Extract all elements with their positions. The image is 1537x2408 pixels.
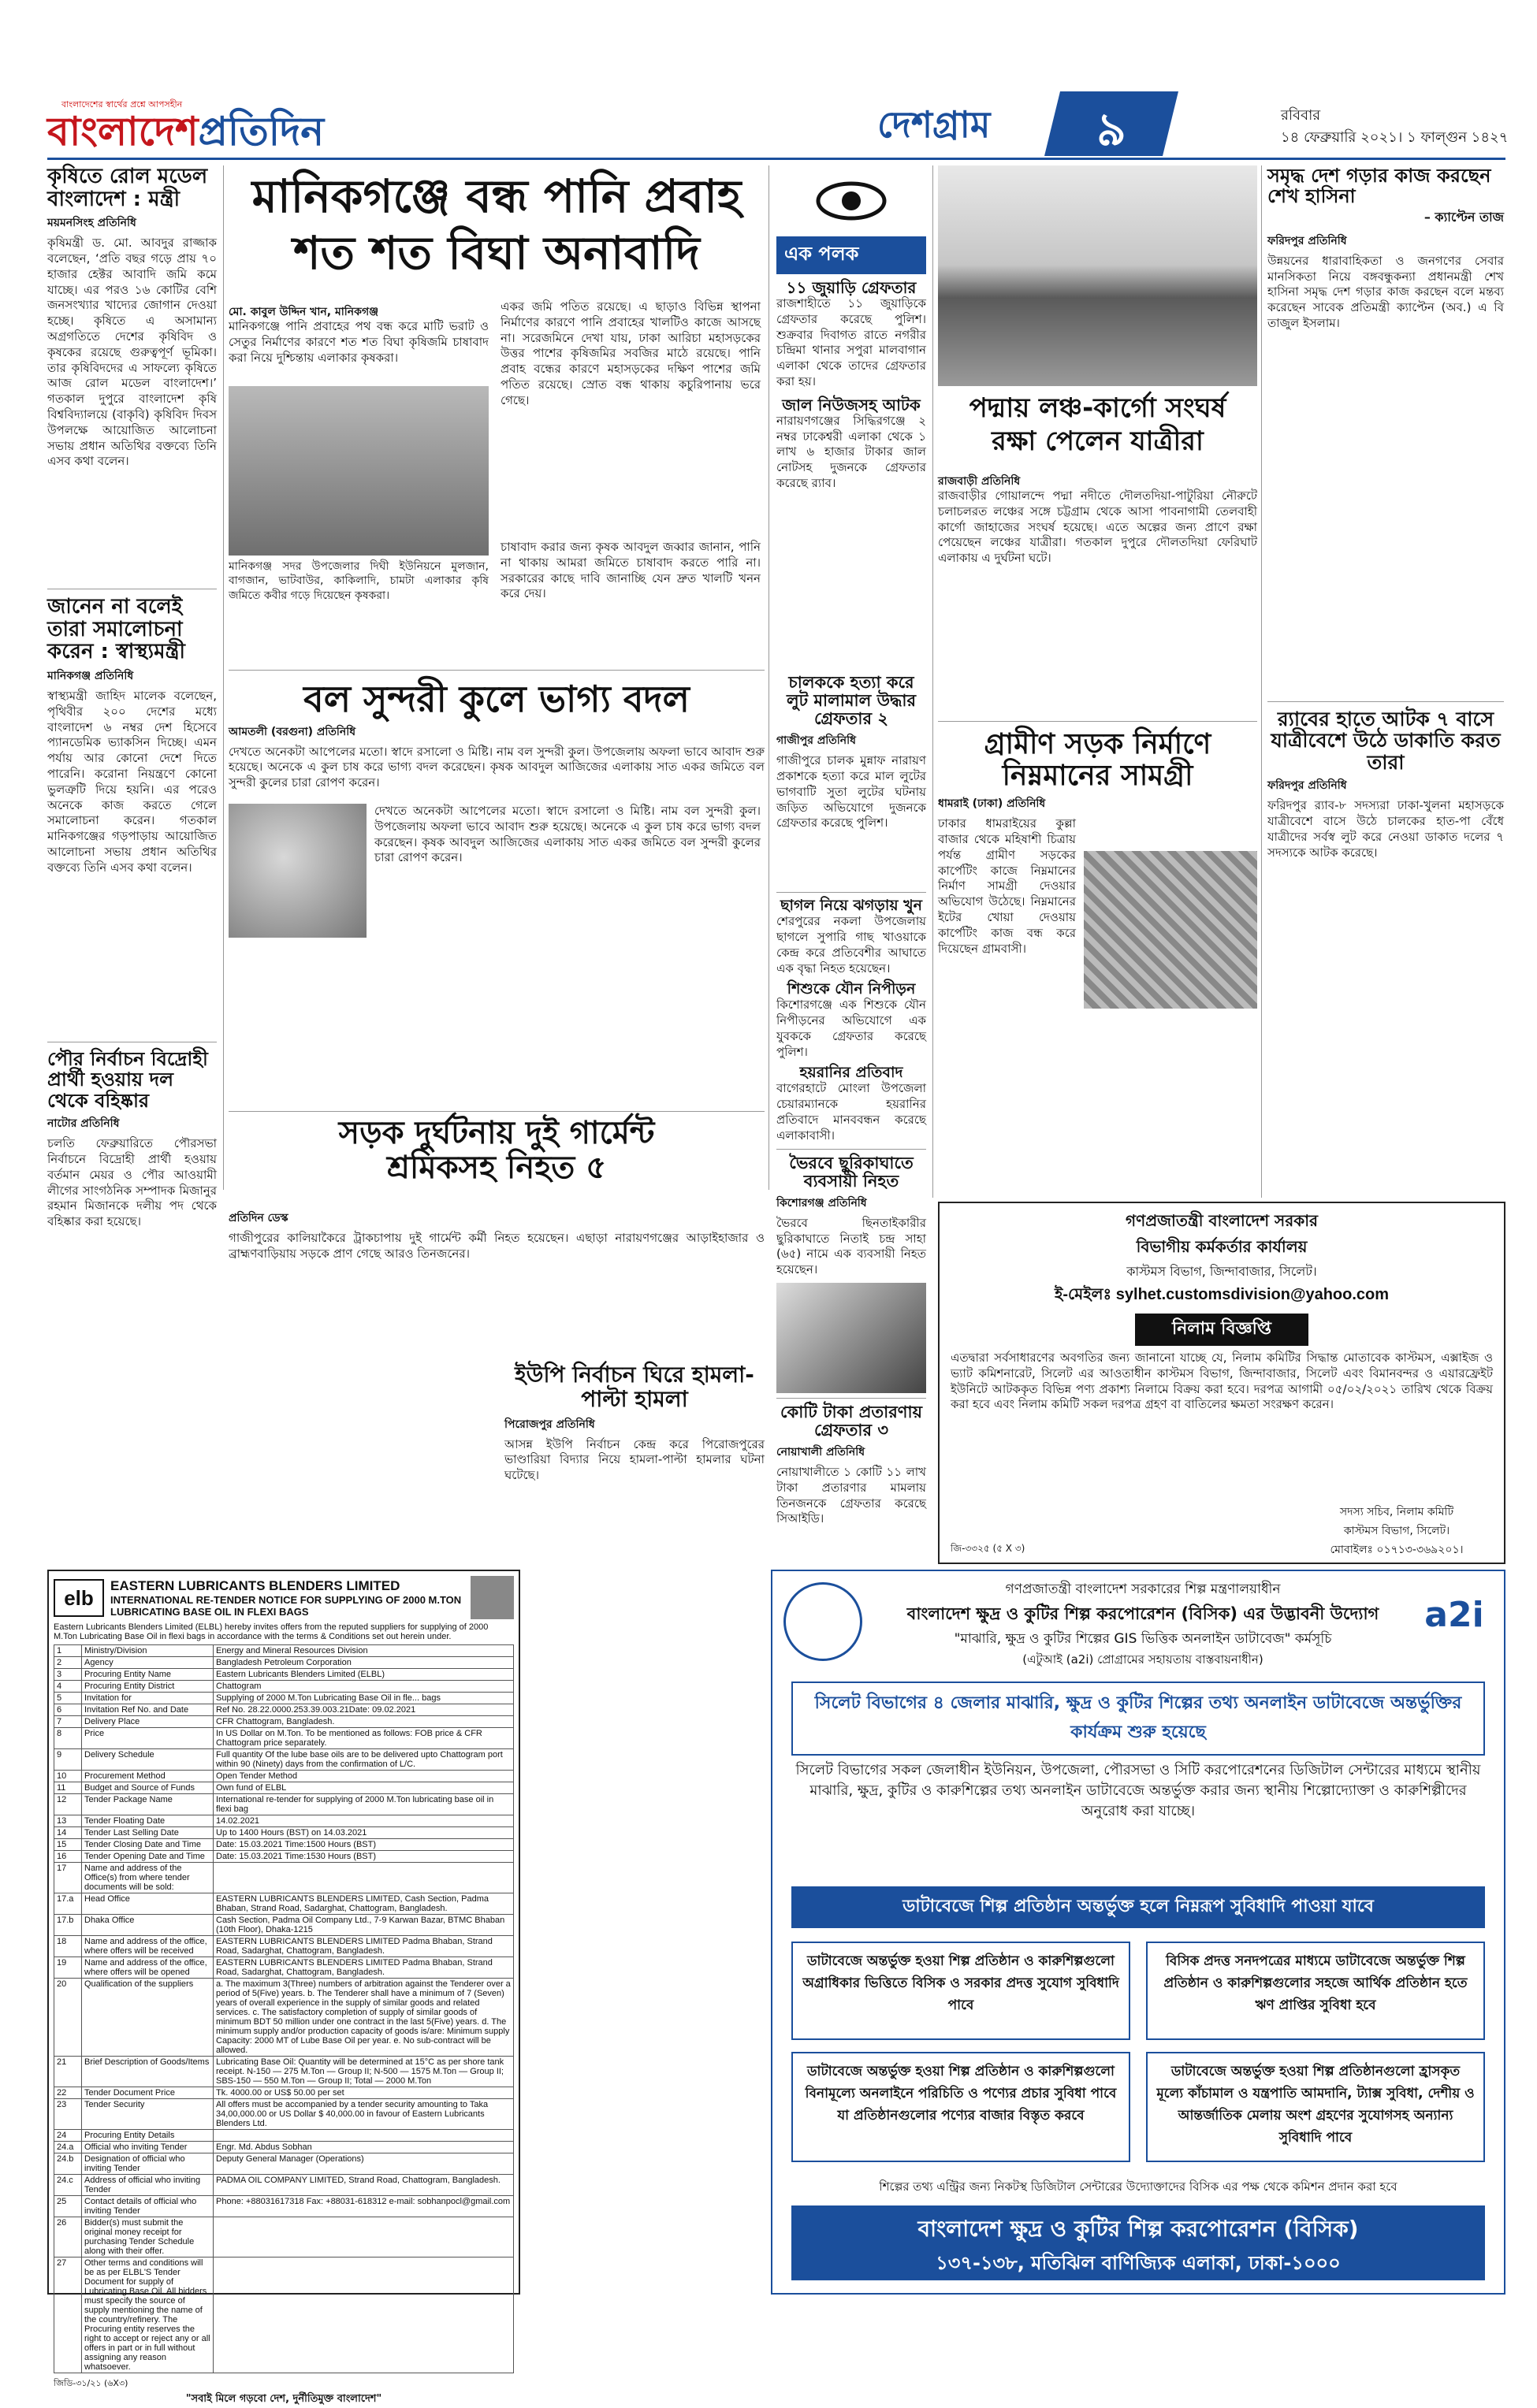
table-cell: 5: [54, 1693, 82, 1704]
table-row: [54, 1681, 514, 1693]
ad-footer1: বাংলাদেশ ক্ষুদ্র ও কুটির শিল্প করপোরেশন (বিসিক): [917, 2216, 1359, 2242]
ek-polok-item: [776, 897, 926, 976]
table-cell: Head Office: [82, 1893, 214, 1915]
table-cell: Date: 15.03.2021 Time:1500 Hours (BST): [214, 1839, 514, 1851]
table-row: [54, 1827, 514, 1839]
benefit-box: বিসিক প্রদত্ত সনদপত্রের মাধ্যমে ডাটাবেজে অন্তর্ভুক্ত শিল্প প্রতিষ্ঠান ও কারুশিল্পগুলোর সহজে আর্থিক প্রতিষ্ঠান হতে ঋণ প্রাপ্তির সুবিধা হবে: [1146, 1942, 1485, 2040]
table-cell: 19: [54, 1957, 82, 1979]
article-title: চালককে হত্যা করে লুট মালামাল উদ্ধার গ্রেফতার ২: [787, 673, 916, 729]
table-cell: [214, 2258, 514, 2373]
article-body: রাজবাড়ীর গোয়ালন্দে পদ্মা নদীতে দৌলতদিয়া-পাটুরিয়া নৌরুটে চলাচলরত লঞ্চের সঙ্গে চট্টগ্রাম থেকে আসা পাবনাগামী তেলবাহী কার্গো জাহাজের সংঘর্ষ হয়েছে। এতে অল্পের জন্য প্রাণে রক্ষা পেয়েছেন লঞ্চের যাত্রীরা। গতকাল দুপুরে দৌলতদিয়া ফেরিঘাট এলাকায় এ দুর্ঘটনা ঘটে।: [938, 489, 1257, 566]
byline: কিশোরগঞ্জ প্রতিনিধি: [776, 1196, 867, 1210]
article-title: কোটি টাকা প্রতারণায় গ্রেফতার ৩: [780, 1402, 922, 1440]
byline: আমতলী (বরগুনা) প্রতিনিধি: [229, 725, 356, 738]
tender-slogan: "সবাই মিলে গড়বো দেশ, দুর্নীতিমুক্ত বাংলাদেশ": [185, 2393, 382, 2405]
item-title: শিশুকে যৌন নিপীড়ন: [787, 980, 916, 998]
article-body: মানিকগঞ্জে পানি প্রবাহের পথ বন্ধ করে মাটি ভরাট ও সেতুর নির্মাণের কারণে শত শত বিঘা কৃষিজমি চাষাবাদ করা নিয়ে দুশ্চিন্তায় এলাকার কৃষকরা।: [229, 319, 489, 365]
masthead-day: রবিবার: [1281, 107, 1321, 124]
table-row: [54, 2130, 514, 2142]
table-cell: 24.c: [54, 2175, 82, 2196]
table-cell: 3: [54, 1669, 82, 1681]
table-row: [54, 1957, 514, 1979]
article-body: ঢাকার ধামরাইয়ের কুল্লা বাজার থেকে মহিষাশী চিত্রায় পর্যন্ত গ্রামীণ সড়কের কার্পেটিং কাজে নিম্নমানের নির্মাণ সামগ্রী দেওয়ার অভিযোগ উঠেছে। নিম্নমানের ইটের খোয়া দেওয়ায় কার্পেটিং কাজ বন্ধ করে দিয়েছেন গ্রামবাসী।: [938, 816, 1076, 956]
notice-dept: কাস্টমস বিভাগ, জিন্দাবাজার, সিলেট।: [1126, 1264, 1317, 1279]
ek-polok-label: এক পলক: [776, 236, 926, 274]
table-row: [54, 2258, 514, 2373]
table-cell: Tender Opening Date and Time: [82, 1851, 214, 1863]
table-row: [54, 1716, 514, 1728]
table-cell: [214, 1863, 514, 1893]
table-cell: Bangladesh Petroleum Corporation: [214, 1657, 514, 1669]
table-cell: 14: [54, 1827, 82, 1839]
table-row: [54, 1657, 514, 1669]
article-body: দেখতে অনেকটা আপেলের মতো। স্বাদে রসালো ও মিষ্টি। নাম বল সুন্দরী কুল। উপজেলায় অফলা ভাবে আবাদ শুরু হয়েছে। অনেকে এ কুল চাষ করে ভাগ্য বদল করেছেন। কৃষক আবদুল আজিজের এলাকায় সাত একর জমিতে বল সুন্দরী কুলের চারা রোপণ করেন।: [229, 744, 765, 790]
masthead-date: ১৪ ফেব্রুয়ারি ২০২১। ১ ফাল্গুন ১৪২৭: [1281, 129, 1509, 146]
item-title: ১১ জুয়াড়ি গ্রেফতার: [786, 278, 917, 297]
ad-benefit-title: ডাটাবেজে শিল্প প্রতিষ্ঠান অন্তর্ভুক্ত হলে নিম্নরূপ সুবিধাদি পাওয়া যাবে: [791, 1886, 1485, 1928]
table-cell: Procurement Method: [82, 1771, 214, 1782]
table-cell: 6: [54, 1704, 82, 1716]
article-body: গাজীপুরের কালিয়াকৈরে ট্রাকচাপায় দুই গার্মেন্ট কর্মী নিহত হয়েছেন। এছাড়া নারায়ণগঞ্জের আড়াইহাজার ও ব্রাহ্মণবাড়িয়ায় সড়কে প্রাণ গেছে আরও তিনজনের।: [229, 1231, 765, 1261]
table-row: [54, 1794, 514, 1815]
table-cell: Ref No. 28.22.0000.253.39.003.21Date: 09.02.2021: [214, 1704, 514, 1716]
table-cell: 21: [54, 2057, 82, 2087]
table-cell: Deputy General Manager (Operations): [214, 2153, 514, 2175]
item-title: জাল নিউজসহ আটক: [782, 395, 921, 414]
tender-intro: Eastern Lubricants Blenders Limited (ELBL) hereby invites offers from the reputed suppliers for supplying of 2000 M.Ton Lubricating Base Oil in flexi bags in accordance with the terms & Conditions set out herein under.: [54, 1622, 489, 1641]
benefit-box: ডাটাবেজে অন্তর্ভুক্ত হওয়া শিল্প প্রতিষ্ঠান ও কারুশিল্পগুলো বিনামূল্যে অনলাইনে পরিচিতি ও পণ্যের প্রচার সুবিধা পাবে যা প্রতিষ্ঠানগুলোর পণ্যের বাজার বিস্তৃত করবে: [791, 2052, 1130, 2162]
masthead-tagline: বাংলাদেশের স্বার্থের প্রশ্নে আপসহীন: [61, 99, 183, 110]
table-row: [54, 1851, 514, 1863]
ship-photo: [938, 165, 1257, 386]
table-cell: Tender Security: [82, 2099, 214, 2130]
table-cell: 17.a: [54, 1893, 82, 1915]
road-photo: [1084, 851, 1257, 1009]
table-row: [54, 1669, 514, 1681]
table-cell: Own fund of ELBL: [214, 1782, 514, 1794]
table-row: [54, 1893, 514, 1915]
byline: মো. কাবুল উদ্দিন খান, মানিকগঞ্জ: [229, 306, 379, 318]
table-cell: Lubricating Base Oil: Quantity will be determined at 15°C as per shore tank receipt. N-150 — 275 M.Ton — Group II; N-500 — 1575 M.Ton — Group II; SBS-150 — 550 M.Ton — Group II; Total — 2000 M.Ton: [214, 2057, 514, 2087]
table-row: [54, 1915, 514, 1936]
table-cell: 11: [54, 1782, 82, 1794]
table-cell: Designation of official who inviting Tender: [82, 2153, 214, 2175]
article-body: ফরিদপুর র‍্যাব-৮ সদস্যরা ঢাকা-খুলনা মহাসড়কে যাত্রীবেশে বাসে উঠে চালকের হাত-পা বেঁধে যাত্রীদের সর্বস্ব লুট করে নেওয়া ডাকাত দলের ৭ সদস্যকে আটক করেছে।: [1267, 798, 1504, 860]
notice-office: বিভাগীয় কর্মকর্তার কার্যালয়: [1136, 1237, 1308, 1256]
table-cell: 22: [54, 2087, 82, 2099]
road-story: [938, 721, 1257, 1194]
byline: প্রতিদিন ডেস্ক: [229, 1212, 288, 1224]
byline: ময়মনসিংহ প্রতিনিধি: [47, 217, 136, 230]
section-title: দেশগ্রাম: [877, 103, 991, 146]
table-cell: Phone: +88031617318 Fax: +88031-618312 e-mail: sobhanpocl@gmail.com: [214, 2196, 514, 2217]
item-text: শেরপুরের নকলা উপজেলায় ছাগলে সুপারি গাছ খাওয়াকে কেন্দ্র করে প্রতিবেশীর আঘাতে এক বৃদ্ধা নিহত হয়েছেন।: [776, 914, 926, 975]
table-row: [54, 2175, 514, 2196]
table-cell: 2: [54, 1657, 82, 1669]
table-cell: [214, 2217, 514, 2258]
byline: ফরিদপুর প্রতিনিধি: [1267, 234, 1347, 247]
table-cell: 26: [54, 2217, 82, 2258]
article-title: পদ্মায় লঞ্চ-কার্গো সংঘর্ষ: [969, 392, 1226, 424]
table-cell: 18: [54, 1936, 82, 1957]
table-cell: Address of official who inviting Tender: [82, 2175, 214, 2196]
item-text: নারায়ণগঞ্জের সিদ্ধিরগঞ্জে ২ নম্বর ঢাকেশ্বরী এলাকা থেকে ১ লাখ ৬ হাজার টাকার জাল নোটসহ দুজনকে গ্রেফতার করেছে র‍্যাব।: [776, 413, 926, 490]
table-cell: 17.b: [54, 1915, 82, 1936]
table-cell: 10: [54, 1771, 82, 1782]
article-title: সড়ক দুর্ঘটনায় দুই গার্মেন্ট: [338, 1115, 655, 1151]
ship-story: [938, 165, 1257, 717]
byline: ফরিদপুর প্রতিনিধি: [1267, 779, 1347, 793]
table-cell: 15: [54, 1839, 82, 1851]
table-cell: CFR Chattogram, Bangladesh.: [214, 1716, 514, 1728]
table-row: [54, 2153, 514, 2175]
table-cell: Tender Last Selling Date: [82, 1827, 214, 1839]
table-cell: Invitation Ref No. and Date: [82, 1704, 214, 1716]
ek-polok-column: [776, 165, 926, 670]
article-body: উন্নয়নের ধারাবাহিকতা ও জনগণের সেবার মানসিকতা নিয়ে বঙ্গবন্ধুকন্যা প্রধানমন্ত্রী শেখ হাসিনা সমৃদ্ধ দেশ গড়ার কাজ করছেন বলে মন্তব্য করেছেন সাবেক প্রতিমন্ত্রী ক্যাপ্টেন (অব.) এ বি তাজুল ইসলাম।: [1267, 253, 1504, 330]
notice-body: এতদ্বারা সর্বসাধারণের অবগতির জন্য জানানো যাচ্ছে যে, নিলাম কমিটির সিদ্ধান্ত মোতাবেক কাস্টমস, এক্সাইজ ও ভ্যাট কমিশনারেট, সিলেট এর আওতাধীন কাস্টমস বিভাগ, জিন্দাবাজার, সিলেট এবং বিমানবন্দর ও এয়ারফ্রেইট ইউনিটে আটককৃত বিভিন্ন পণ্য প্রকাশ্য নিলামে বিক্রয় করা হবে। দরপত্র আগামী ০৫/০২/২০২১ তারিখ থেকে বিক্রয় করা হবে এবং নিলাম কমিটি সকল দরপত্র গ্রহণ বা বাতিলের ক্ষমতা সংরক্ষণ করেন।: [951, 1351, 1493, 1412]
page-number: ৯: [1096, 102, 1126, 156]
article-body: স্বাস্থ্যমন্ত্রী জাহিদ মালেক বলেছেন, পৃথিবীর ২০০ দেশের মধ্যে বাংলাদেশ ৬ নম্বর দেশ হিসেবে প্যানডেমিক ভ্যাকসিন দিচ্ছে। এমন পর্যায় আর কোনো দেশে দিতে পারেনি। করোনা নিয়ন্ত্রণে কোনো ভুলত্রুটি দিয়ে হয়নি। এর পরেও অনেকে কাজ করতে গেলে সমালোচনা করেন। গতকাল মানিকগঞ্জের গড়পাড়ায় আয়োজিত আলোচনা সভায় প্রধান অতিথির বক্তব্যে তিনি এসব কথা বলেন।: [47, 688, 217, 875]
table-cell: Cash Section, Padma Oil Company Ltd., 7-9 Karwan Bazar, BTMC Bhaban (10th Floor), Dhaka-1215: [214, 1915, 514, 1936]
table-cell: Brief Description of Goods/Items: [82, 2057, 214, 2087]
benefit-box: ডাটাবেজে অন্তর্ভুক্ত হওয়া শিল্প প্রতিষ্ঠানগুলো হ্রাসকৃত মূল্যে কাঁচামাল ও যন্ত্রপাতি আমদানি, ট্যাক্স সুবিধা, দেশীয় ও আন্তর্জাতিক মেলায় অংশ গ্রহণের সুযোগসহ অন্যান্য সুবিধাদি পাবে: [1146, 2052, 1485, 2162]
article-title: সমৃদ্ধ দেশ গড়ার কাজ করছেন শেখ হাসিনা: [1267, 165, 1491, 208]
table-cell: 12: [54, 1794, 82, 1815]
table-row: [54, 2196, 514, 2217]
notice-gov: গণপ্রজাতন্ত্রী বাংলাদেশ সরকার: [1126, 1211, 1318, 1230]
item-text: কিশোরগঞ্জে এক শিশুকে যৌন নিপীড়নের অভিযোগে এক যুবককে গ্রেফতার করেছে পুলিশ।: [776, 998, 926, 1059]
table-cell: Agency: [82, 1657, 214, 1669]
table-cell: 4: [54, 1681, 82, 1693]
byline: ধামরাই (ঢাকা) প্রতিনিধি: [938, 797, 1046, 811]
table-row: [54, 1749, 514, 1771]
bscic-logo: [783, 1582, 862, 1661]
canal-photo: [229, 386, 489, 556]
bscic-ad: [771, 1570, 1505, 2295]
table-cell: 7: [54, 1716, 82, 1728]
article-title: পৌর নির্বাচন বিদ্রোহী প্রার্থী হওয়ায় দল থেকে বহিষ্কার: [47, 1047, 208, 1112]
table-cell: Name and address of the Office(s) from where tender documents will be sold:: [82, 1863, 214, 1893]
table-row: [54, 1704, 514, 1716]
table-row: [54, 2217, 514, 2258]
table-cell: 17: [54, 1863, 82, 1893]
table-cell: Tender Document Price: [82, 2087, 214, 2099]
right-column: [1267, 165, 1504, 1198]
table-cell: Open Tender Method: [214, 1771, 514, 1782]
tender-title: INTERNATIONAL RE-TENDER NOTICE FOR SUPPLYING OF 2000 M.TON LUBRICATING BASE OIL IN FLEXI BAGS: [110, 1593, 462, 1618]
table-row: [54, 2142, 514, 2153]
byline: নোয়াখালী প্রতিনিধি: [776, 1446, 865, 1459]
item-title: হয়রানির প্রতিবাদ: [799, 1064, 903, 1082]
table-cell: Budget and Source of Funds: [82, 1782, 214, 1794]
article-body: নোয়াখালীতে ১ কোটি ১১ লাখ টাকা প্রতারণার মামলায় তিনজনকে গ্রেফতার করেছে সিআইডি।: [776, 1465, 926, 1526]
table-cell: Name and address of the office, where offers will be opened: [82, 1957, 214, 1979]
tender-company: EASTERN LUBRICANTS BLENDERS LIMITED: [110, 1577, 400, 1593]
table-cell: [214, 2130, 514, 2142]
table-cell: 24: [54, 2130, 82, 2142]
logo-part1: বাংলাদেশ: [47, 109, 199, 154]
ad-top2: বাংলাদেশ ক্ষুদ্র ও কুটির শিল্প করপোরেশন (বিসিক) এর উদ্ভাবনী উদ্যোগ: [906, 1604, 1379, 1623]
table-row: [54, 2057, 514, 2087]
notice-ref: জি-৩৩২৫ (৫ X ৩): [951, 1543, 1025, 1554]
section-banner: [863, 91, 1273, 156]
table-cell: Procuring Entity Details: [82, 2130, 214, 2142]
ek-polok-item: [776, 981, 926, 1060]
table-cell: EASTERN LUBRICANTS BLENDERS LIMITED, Cash Section, Padma Bhaban, Strand Road, Sadarghat, Chattogram, Bangladesh.: [214, 1893, 514, 1915]
ad-top4: (এটুআই (a2i) প্রোগ্রামের সহায়তায় বাস্তবায়নাধীন): [1022, 1652, 1263, 1667]
table-row: [54, 1728, 514, 1749]
table-cell: Tender Floating Date: [82, 1815, 214, 1827]
table-row: [54, 1979, 514, 2057]
main-headline-1: মানিকগঞ্জে বন্ধ পানি প্রবাহ: [251, 169, 742, 223]
table-row: [54, 1815, 514, 1827]
a2i-logo: a2i: [1424, 1595, 1484, 1635]
item-text: বাগেরহাটে মোংলা উপজেলা চেয়ারম্যানকে হয়রানির প্রতিবাদে মানববন্ধন করেছে এলাকাবাসী।: [776, 1081, 926, 1143]
table-cell: 24.a: [54, 2142, 82, 2153]
table-cell: Ministry/Division: [82, 1645, 214, 1657]
ek-polok-item: [776, 1065, 926, 1143]
notice-email: ই-মেইলঃ sylhet.customsdivision@yahoo.com: [1054, 1286, 1390, 1303]
benefit-box: ডাটাবেজে অন্তর্ভুক্ত হওয়া শিল্প প্রতিষ্ঠান ও কারুশিল্পগুলো অগ্রাধিকার ভিত্তিতে বিসিক ও সরকার প্রদত্ত সুযোগ সুবিধাদি পাবে: [791, 1942, 1130, 2040]
table-cell: Official who inviting Tender: [82, 2142, 214, 2153]
table-cell: Tk. 4000.00 or US$ 50.00 per set: [214, 2087, 514, 2099]
table-cell: Delivery Place: [82, 1716, 214, 1728]
table-cell: Procuring Entity Name: [82, 1669, 214, 1681]
table-cell: Energy and Mineral Resources Division: [214, 1645, 514, 1657]
table-cell: a. The maximum 3(Three) numbers of arbitration against the Tenderer over a period of 5(Five) years. b. The Tenderer shall have a minimum of 7 (Seven) years of overall experience in the supply of similar goods and related services. c. The satisfactory completion of supply of similar goods of minimum BDT 50 million under one contract in the last 5(Five) years. d. The minimum supply and/or production capacity of goods is/are: Minimum supply Capacity: 2000 MT of Lube Base Oil per year. e. No sub-contract will be allowed.: [214, 1979, 514, 2057]
gold-story: [229, 670, 765, 1111]
table-cell: Engr. Md. Abdus Sobhan: [214, 2142, 514, 2153]
masthead: [0, 0, 1537, 158]
table-row: [54, 1782, 514, 1794]
ad-banner: সিলেট বিভাগের ৪ জেলার মাঝারি, ক্ষুদ্র ও কুটির শিল্পের তথ্য অনলাইন ডাটাবেজে অন্তর্ভুক্তির কার্যক্রম শুরু হয়েছে: [791, 1682, 1485, 1756]
table-cell: 16: [54, 1851, 82, 1863]
table-row: [54, 2099, 514, 2130]
ad-footer: [791, 2205, 1485, 2280]
ad-footer2: ১৩৭-১৩৮, মতিঝিল বাণিজ্যিক এলাকা, ঢাকা-১০০০: [936, 2252, 1341, 2274]
table-cell: 14.02.2021: [214, 1815, 514, 1827]
table-cell: 1: [54, 1645, 82, 1657]
table-cell: 8: [54, 1728, 82, 1749]
table-cell: In US Dollar on M.Ton. To be mentioned as follows: FOB price & CFR Chattogram price separately.: [214, 1728, 514, 1749]
table-cell: Date: 15.03.2021 Time:1530 Hours (BST): [214, 1851, 514, 1863]
article-title: কৃষিতে রোল মডেল বাংলাদেশ : মন্ত্রী: [47, 165, 208, 211]
table-cell: 27: [54, 2258, 82, 2373]
article-body: চাষাবাদ করার জন্য কৃষক আবদুল জব্বার জানান, পানি না থাকায় আমরা জমিতে চাষাবাদ করতে পারি না। সরকারের কাছে দাবি জানাচ্ছি যেন দ্রুত খালটি খনন করে দেয়।: [501, 540, 761, 601]
byline: মানিকগঞ্জ প্রতিনিধি: [47, 669, 134, 682]
table-cell: Chattogram: [214, 1681, 514, 1693]
ad-header: [871, 1579, 1415, 1670]
table-cell: Qualification of the suppliers: [82, 1979, 214, 2057]
table-cell: Invitation for: [82, 1693, 214, 1704]
ad-top3: "মাঝারি, ক্ষুদ্র ও কুটির শিল্পের GIS ভিত্তিক অনলাইন ডাটাবেজ" কর্মসূচি: [954, 1631, 1332, 1647]
table-cell: 23: [54, 2099, 82, 2130]
table-cell: Dhaka Office: [82, 1915, 214, 1936]
table-cell: PADMA OIL COMPANY LIMITED, Strand Road, Chattogram, Bangladesh.: [214, 2175, 514, 2196]
ad-top1: গণপ্রজাতন্ত্রী বাংলাদেশ সরকারের শিল্প মন্ত্রণালয়াধীন: [1005, 1581, 1281, 1597]
logo-part2: প্রতিদিন: [198, 109, 325, 154]
article-title: র‍্যাবের হাতে আটক ৭ বাসে যাত্রীবেশে উঠে ডাকাতি করত তারা: [1271, 707, 1501, 774]
article-title: শ্রমিকসহ নিহত ৫: [386, 1150, 607, 1186]
article-subtitle: – ক্যাপ্টেন তাজ: [1423, 209, 1504, 225]
article-body: আসন্ন ইউপি নির্বাচন কেন্দ্র করে পিরোজপুরের ভাণ্ডারিয়া বিদ্যার নিয়ে হামলা-পাল্টা হামলার ঘটনা ঘটেছে।: [504, 1436, 765, 1483]
article-title: ইউপি নির্বাচন ঘিরে হামলা-পাল্টা হামলা: [515, 1362, 754, 1412]
up-election-story: [504, 1363, 765, 1678]
table-row: [54, 1936, 514, 1957]
table-cell: International re-tender for supplying of 2000 M.Ton lubricating base oil in flexi bag: [214, 1794, 514, 1815]
table-cell: EASTERN LUBRICANTS BLENDERS LIMITED Padma Bhaban, Strand Road, Sadarghat, Chattogram, Bangladesh.: [214, 1936, 514, 1957]
ad-intro: সিলেট বিভাগের সকল জেলাধীন ইউনিয়ন, উপজেলা, পৌরসভা ও সিটি করপোরেশনের ডিজিটাল সেন্টারের মাধ্যমে স্থানীয় মাঝারি, ক্ষুদ্র, কুটির ও কারুশিল্পের তথ্য অনলাইন ডাটাবেজে অন্তর্ভুক্ত করার জন্য স্থানীয় শিল্পোদ্যোক্তা ও কারুশিল্পীদের অনুরোধ করা যাচ্ছে।: [795, 1762, 1481, 1820]
article-body: একর জমি পতিত রয়েছে। এ ছাড়াও বিভিন্ন স্থাপনা নির্মাণের কারণে পানি প্রবাহের খালটিও কাজে আসছে না। সরেজমিনে দেখা যায়, ঢাকা আরিচা মহাসড়কের উত্তর পাশের কৃষিজমির সবজির মাঠে রয়েছে। পানি প্রবাহ বন্ধের কারণে মহাসড়কের দক্ষিণ পাশের জমি পতিত রয়েছে। স্রোত বন্ধ থাকায় কচুরিপানায় ভরে গেছে।: [501, 299, 761, 407]
table-row: [54, 1645, 514, 1657]
tender-table: [54, 1644, 514, 2373]
table-cell: Bidder(s) must submit the original money receipt for purchasing Tender Schedule along with their offer.: [82, 2217, 214, 2258]
sign-phone: মোবাইলঃ ০১৭১৩-৩৬৯২০১।: [1330, 1544, 1464, 1556]
table-cell: Delivery Schedule: [82, 1749, 214, 1771]
crash-body: [229, 1206, 765, 1355]
sign-role: সদস্য সচিব, নিলাম কমিটি: [1339, 1506, 1454, 1518]
table-cell: Tender Closing Date and Time: [82, 1839, 214, 1851]
table-cell: Full quantity Of the lube base oils are to be delivered upto Chattogram port within 90 (Ninety) days from the confirmation of L/C.: [214, 1749, 514, 1771]
table-cell: 13: [54, 1815, 82, 1827]
notice-heading: নিলাম বিজ্ঞপ্তি: [1135, 1314, 1308, 1346]
article-title: বল সুন্দরী কুলে ভাগ্য বদল: [303, 678, 690, 720]
byline: পিরোজপুর প্রতিনিধি: [504, 1418, 595, 1431]
article-body: কৃষিমন্ত্রী ড. মো. আবদুর রাজ্জাক বলেছেন, ‘প্রতি বছর গড়ে প্রায় ৭০ হাজার হেক্টর আবাদি জমি কমে যাচ্ছে। এর পরও ১৬ কোটির বেশি জনসংখ্যার খাদ্যের জোগান দেওয়া হচ্ছে। কৃষিতে এ অসামান্য অগ্রগতিতে দেশের কৃষিবিদ ও কৃষকের রয়েছে গুরুত্বপূর্ণ ভূমিকা। তার কৃষিবিদদের এ সাফল্যে কৃষিতে আজ রোল মডেল বাংলাদেশ।’ গতকাল দুপুরে বাংলাদেশ কৃষি বিশ্ববিদ্যালয়ে (বাকৃবি) কৃষিবিদ দিবস উপলক্ষে আয়োজিত আলোচনা সভায় প্রধান অতিথির বক্তব্যে তিনি এসব কথা বলেন।: [47, 236, 217, 469]
fruit-photo: [229, 804, 367, 938]
article-title: নিম্নমানের সামগ্রী: [1002, 759, 1193, 792]
table-cell: Name and address of the office, where offers will be received: [82, 1936, 214, 1957]
table-row: [54, 1693, 514, 1704]
ek-polok-item: [776, 396, 926, 492]
ek-polok-item: [776, 279, 926, 390]
table-cell: Contact details of official who inviting Tender: [82, 2196, 214, 2217]
article-body: চলতি ফেব্রুয়ারিতে পৌরসভা নির্বাচনে বিদ্রোহী প্রার্থী হওয়ায় বর্তমান মেয়র ও পৌর আওয়ামী লীগের সাংগঠনিক সম্পাদক মিজানুর রহমান মিজানকে দলীয় পদ থেকে বহিষ্কার করা হয়েছে।: [47, 1136, 217, 1229]
table-cell: Eastern Lubricants Blenders Limited (ELBL): [214, 1669, 514, 1681]
tender-ref: জিডি-৩১/২১ (৬X৩): [54, 2378, 128, 2388]
portrait-photo: [776, 1283, 926, 1393]
table-row: [54, 1771, 514, 1782]
left-column: [47, 165, 217, 1229]
sign-dept: কাস্টমস বিভাগ, সিলেট।: [1343, 1525, 1450, 1537]
item-title: ছাগল নিয়ে ঝগড়ায় খুন: [780, 897, 922, 915]
elb-logo: elb: [54, 1579, 104, 1617]
table-cell: 9: [54, 1749, 82, 1771]
customs-notice: [938, 1202, 1505, 1564]
table-cell: Supplying of 2000 M.Ton Lubricating Base Oil in fle... bags: [214, 1693, 514, 1704]
table-cell: Price: [82, 1728, 214, 1749]
article-title: গ্রামীণ সড়ক নির্মাণে: [984, 728, 1211, 760]
signature: [1302, 1503, 1491, 1559]
photo-caption: মানিকগঞ্জ সদর উপজেলার দিঘী ইউনিয়নে মুলজান, বাগজান, ভাটবাউর, কাকিলাদি, চামটা এলাকার কৃষি জমিতে কবীর গড়ে দিয়েছেন কৃষকরা।: [229, 560, 489, 602]
main-headline-2: শত শত বিঘা অনাবাদি: [293, 225, 700, 280]
ad-footnote: শিল্পের তথ্য এন্ট্রির জন্য নিকটস্থ ডিজিটাল সেন্টারের উদ্যোক্তাদের বিসিক এর পক্ষ থেকে কমিশন প্রদান করা হবে: [879, 2179, 1397, 2194]
byline: রাজবাড়ী প্রতিনিধি: [938, 475, 1021, 488]
table-cell: Up to 1400 Hours (BST) on 14.03.2021: [214, 1827, 514, 1839]
table-cell: 25: [54, 2196, 82, 2217]
article-title: জানেন না বলেই তারা সমালোচনা করেন : স্বাস্থ্যমন্ত্রী: [47, 595, 186, 664]
logo: [47, 104, 457, 159]
crash-story: [229, 1111, 765, 1206]
table-cell: Tender Package Name: [82, 1794, 214, 1815]
ek-polok-graphic: [776, 165, 926, 236]
article-body: দেখতে অনেকটা আপেলের মতো। স্বাদে রসালো ও মিষ্টি। নাম বল সুন্দরী কুল। উপজেলায় অফলা ভাবে আবাদ শুরু হয়েছে। অনেকে এ কুল চাষ করে ভাগ্য বদল করেছেন। কৃষক আবদুল আজিজের এলাকায় সাত একর জমিতে বল সুন্দরী কুলের চারা রোপণ করেন।: [374, 804, 761, 865]
tender-notice: [47, 1570, 520, 2405]
item-text: রাজশাহীতে ১১ জুয়াড়িকে গ্রেফতার করেছে পুলিশ। শুক্রবার দিবাগত রাতে নগরীর চন্দ্রিমা থানার সপুরা মালবাগান এলাকা থেকে তাদের গ্রেফতার করা হয়।: [776, 296, 926, 388]
table-cell: 20: [54, 1979, 82, 2057]
byline: নাটোর প্রতিনিধি: [47, 1117, 120, 1131]
table-cell: Procuring Entity District: [82, 1681, 214, 1693]
portrait: [471, 1576, 514, 1619]
table-cell: EASTERN LUBRICANTS BLENDERS LIMITED Padma Bhaban, Strand Road, Sadarghat, Chattogram, Bangladesh.: [214, 1957, 514, 1979]
table-row: [54, 1863, 514, 1893]
table-row: [54, 2087, 514, 2099]
table-cell: All offers must be accompanied by a tender security amounting to Taka 34,00,000.00 or US Dollar $ 40,000.00 in favour of Eastern Lubricants Blenders Ltd.: [214, 2099, 514, 2130]
article-title: ভৈরবে ছুরিকাঘাতে ব্যবসায়ী নিহত: [789, 1153, 914, 1191]
article-body: গাজীপুরে চালক মুন্নাফ নারায়ণ প্রকাশকে হত্যা করে মাল লুটের ভাগবাটি সুতা লুটের ঘটনায় জড়িত অভিযোগে দুজনকে গ্রেফতার করেছে পুলিশ।: [776, 753, 926, 831]
table-cell: 24.b: [54, 2153, 82, 2175]
article-title: রক্ষা পেলেন যাত্রীরা: [992, 425, 1204, 457]
article-body: ভৈরবে ছিনতাইকারীর ছুরিকাঘাতে নিতাই চন্দ্র সাহা (৬৫) নামে এক ব্যবসায়ী নিহত হয়েছেন।: [776, 1215, 926, 1277]
table-row: [54, 1839, 514, 1851]
table-cell: Other terms and conditions will be as per ELBL'S Tender Document for supply of Lubricating Base Oil. All bidders must specify the source of supply mentioning the name of the country/refinery. The Procuring entity reserves the right to accept or reject any or all offers in part or in full without assigning any reason whatsoever.: [82, 2258, 214, 2373]
byline: গাজীপুর প্রতিনিধি: [776, 734, 857, 748]
